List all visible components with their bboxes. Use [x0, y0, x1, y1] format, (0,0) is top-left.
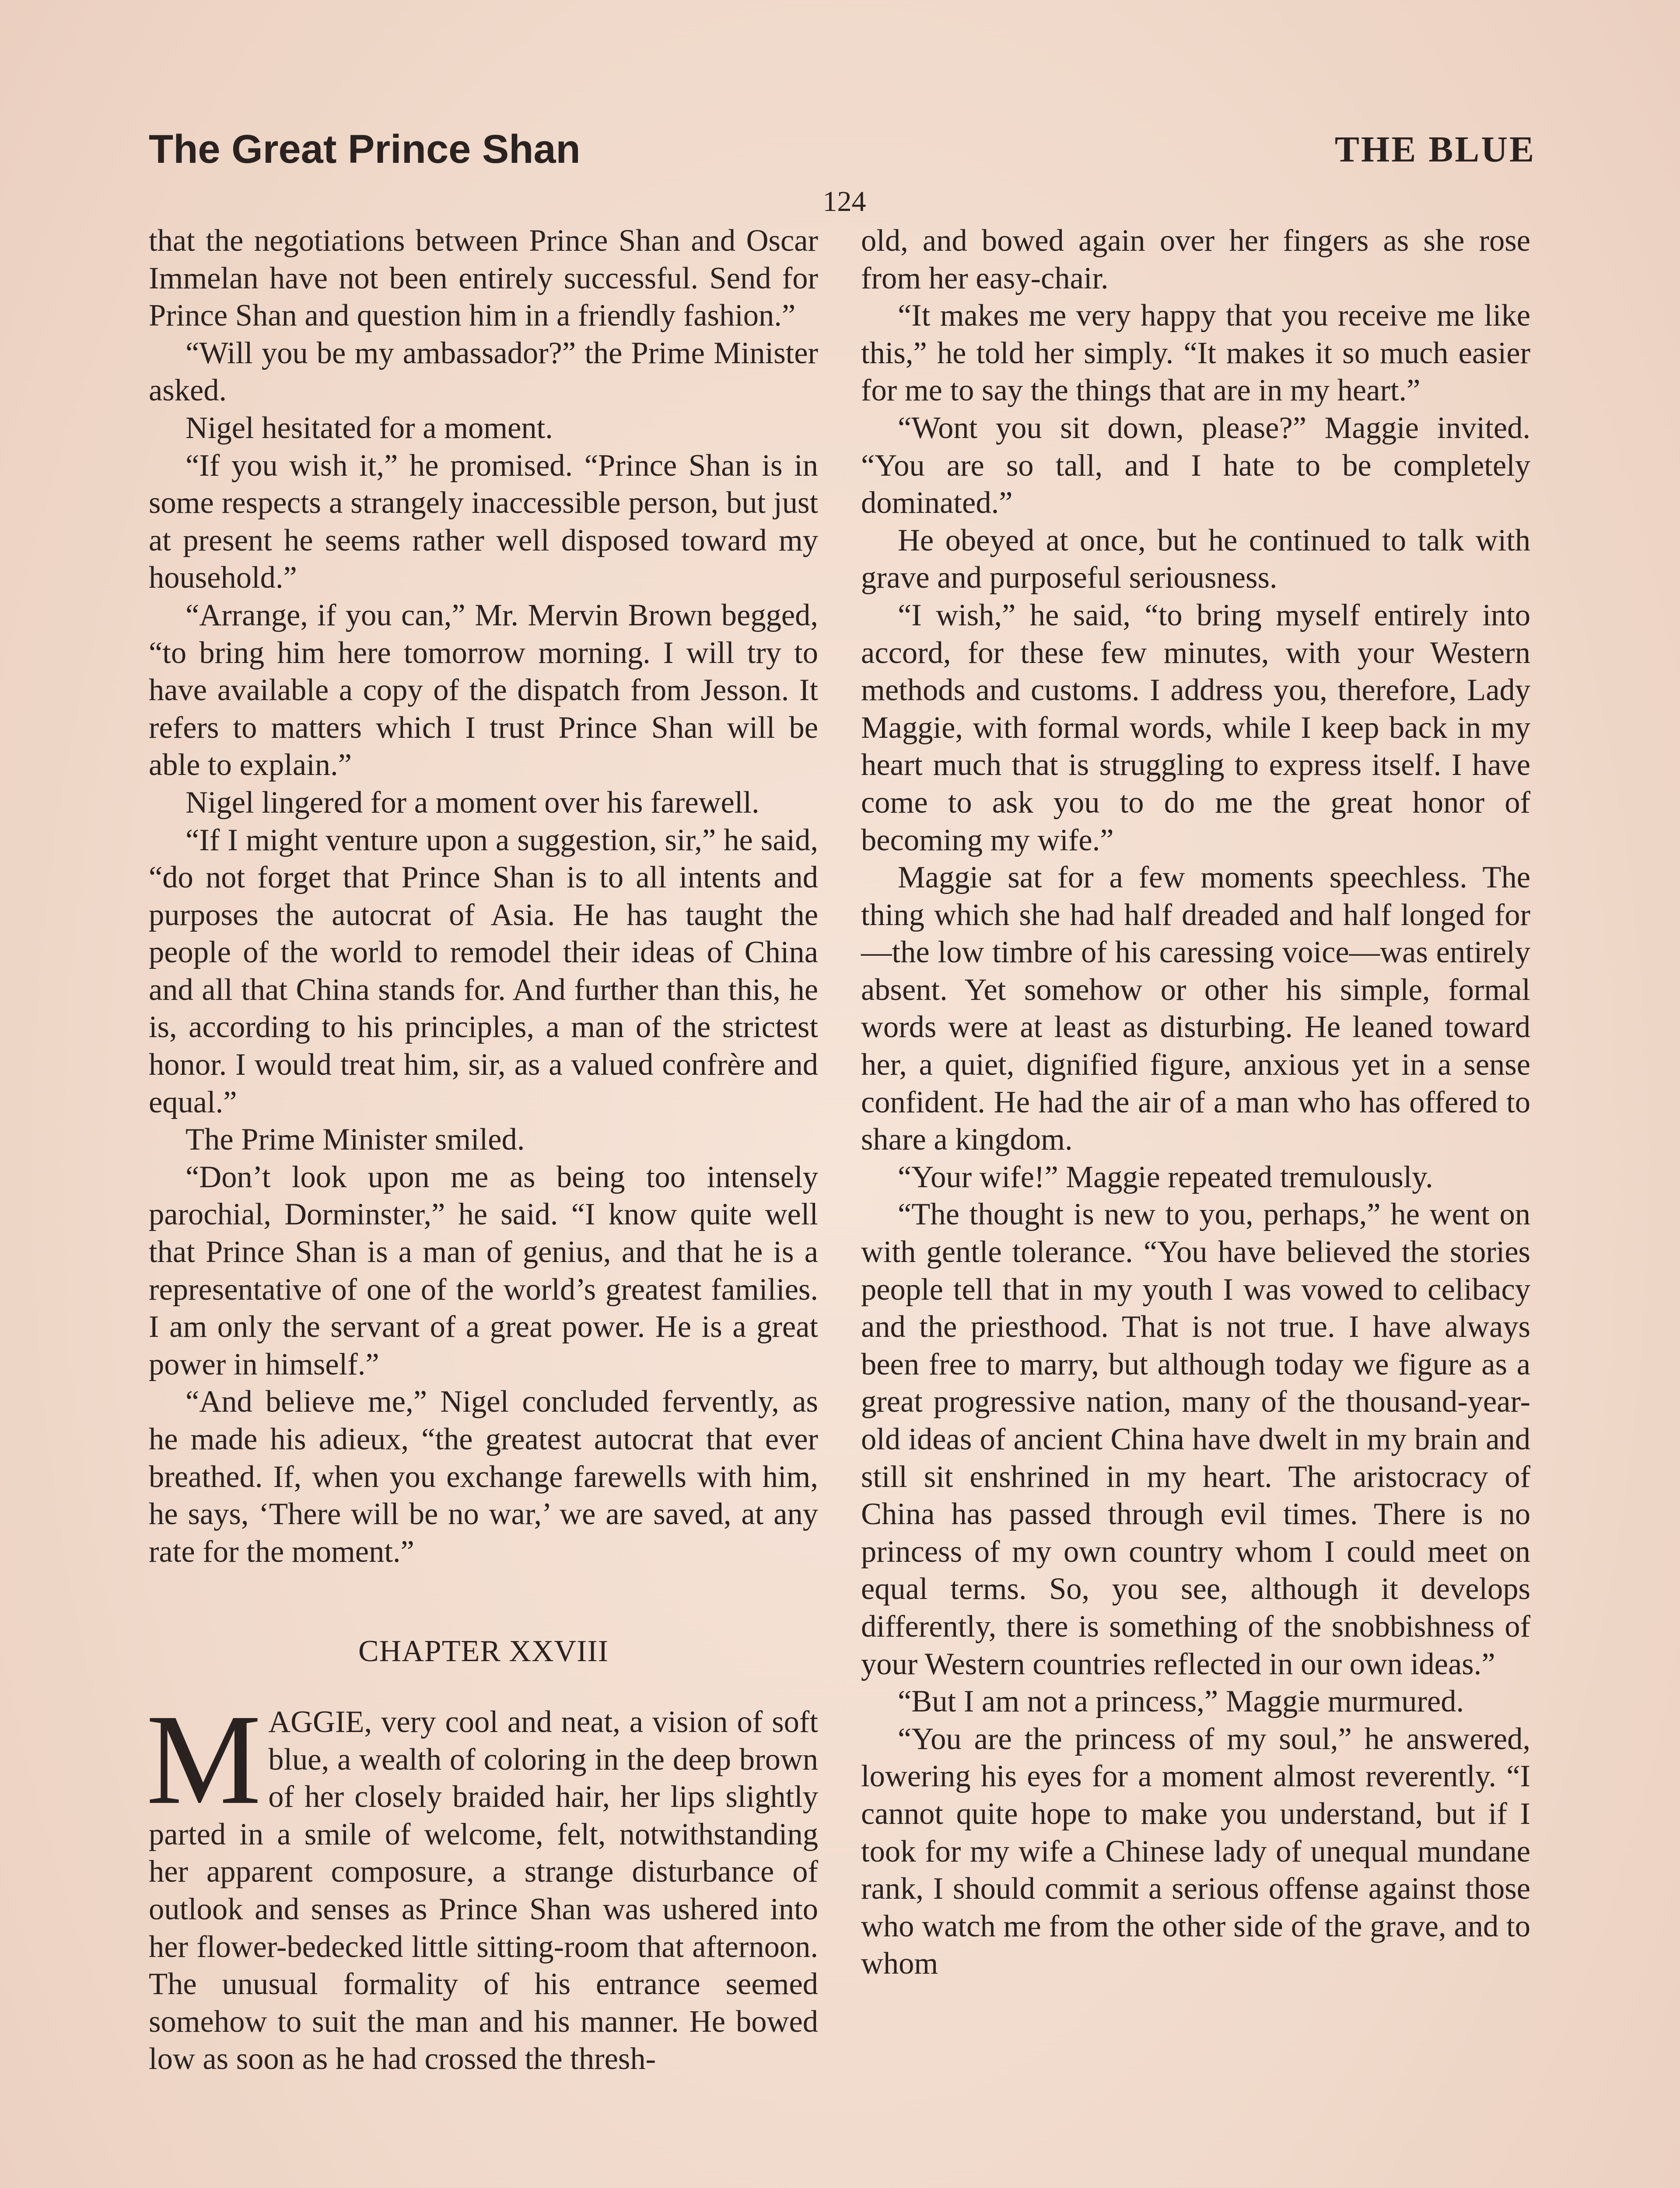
paragraph: “Will you be my ambassador?” the Prime Minister asked. — [149, 336, 818, 408]
paragraph: that the negotiations between Prince Shan and Oscar Immelan have not been entirely successful. Send for Prince Shan and question him in a friendly fashion.” — [149, 224, 818, 333]
paragraph: Nigel lingered for a moment over his farewell. — [186, 785, 760, 820]
paragraph: Nigel hesitated for a moment. — [186, 410, 553, 445]
paragraph: “It makes me very happy that you receive me like this,” he told her simply. “It makes it so much easier for me to say the things that are in my heart.” — [861, 298, 1530, 408]
paragraph: “And believe me,” Nigel concluded fervently, as he made his adieux, “the greatest autocrat that ever breathed. If, when you exchange farewells with him, he says, ‘There will be no war,’ we are saved, at any rate for the moment.” — [149, 1385, 818, 1569]
left-column — [146, 222, 818, 2078]
drop-cap: M — [146, 1687, 262, 1831]
paragraph: “Arrange, if you can,” Mr. Mervin Brown begged, “to bring him here tomorrow morning. I will try to have available a copy of the dispatch from Jesson. It refers to matters which I trust Prince Shan will be able to explain.” — [149, 598, 818, 782]
paragraph: “Don’t look upon me as being too intensely parochial, Dorminster,” he said. “I know quite well that Prince Shan is a man of genius, and that he is a representative of one of the world’s greatest families. I am only the servant of a great power. He is a great power in himself.” — [149, 1160, 818, 1382]
paragraph: Maggie sat for a few moments speechless. The thing which she had half dreaded and half longed for—the low timbre of his caressing voice—was entirely absent. Yet somehow or other his simple, formal words were at least as disturbing. He leaned toward her, a quiet, dignified figure, anxious yet in a sense confident. He had the air of a man who has offered to share a kingdom. — [861, 860, 1530, 1157]
paragraph: “I wish,” he said, “to bring myself entirely into accord, for these few minutes, with your Western methods and customs. I address you, therefore, Lady Maggie, with formal words, while I keep back in my heart much that is struggling to express itself. I have come to ask you to do me the great honor of becoming my wife.” — [861, 598, 1530, 857]
paragraph: old, and bowed again over her fingers as she rose from her easy-chair. — [861, 224, 1530, 295]
magazine-name: THE BLUE — [1334, 129, 1536, 170]
paragraph: The Prime Minister smiled. — [186, 1122, 525, 1157]
paragraph: “Wont you sit down, please?” Maggie invited. “You are so tall, and I hate to be completely dominated.” — [861, 410, 1530, 520]
right-column — [861, 222, 1530, 1983]
paragraph: “You are the princess of my soul,” he answered, lowering his eyes for a moment almost reverently. “I cannot quite hope to make you understand, but if I took for my wife a Chinese lady of unequal mundane rank, I should commit a serious offense against those who watch me from the other side of the grave, and to whom — [861, 1722, 1530, 1981]
chapter-heading: CHAPTER XXVIII — [358, 1634, 609, 1669]
paragraph: He obeyed at once, but he continued to talk with grave and purposeful seriousness. — [861, 523, 1530, 595]
paragraph: “Your wife!” Maggie repeated tremulously. — [898, 1160, 1433, 1194]
page-number: 124 — [822, 186, 866, 217]
chapter-opening-paragraph — [146, 1687, 818, 2078]
chapter-opening-text: AGGIE, very cool and neat, a vision of soft blue, a wealth of coloring in the deep brown of her closely braided hair, her lips slightly parted in a smile of welcome, felt, notwithstanding her apparent composure, a strange disturbance of outlook and senses as Prince Shan was ushered into her flower-bedecked little sitting-room that afternoon. The unusual formality of his entrance seemed somehow to suit the man and his manner. He bowed low as soon as he had crossed the thresh- — [149, 1704, 818, 2076]
story-title: The Great Prince Shan — [149, 127, 581, 172]
paragraph: “If you wish it,” he promised. “Prince Shan is in some respects a strangely inaccessible person, but just at present he seems rather well disposed toward my household.” — [149, 448, 818, 595]
paragraph: “But I am not a princess,” Maggie murmured. — [898, 1684, 1464, 1719]
paragraph: “If I might venture upon a suggestion, sir,” he said, “do not forget that Prince Shan is to all intents and purposes the autocrat of Asia. He has taught the people of the world to remodel their ideas of China and all that China stands for. And further than this, he is, according to his principles, a man of the strictest honor. I would treat him, sir, as a valued confrère and equal.” — [149, 823, 818, 1119]
paragraph: “The thought is new to you, perhaps,” he went on with gentle tolerance. “You have believed the stories people tell that in my youth I was vowed to celibacy and the priesthood. That is not true. I have always been free to marry, but although today we figure as a great progressive nation, many of the thousand-year-old ideas of ancient China have dwelt in my brain and still sit enshrined in my heart. The aristocracy of China has passed through evil times. There is no princess of my own country whom I could meet on equal terms. So, you see, although it develops differently, there is something of the snobbishness of your Western countries reflected in our own ideas.” — [861, 1197, 1530, 1681]
